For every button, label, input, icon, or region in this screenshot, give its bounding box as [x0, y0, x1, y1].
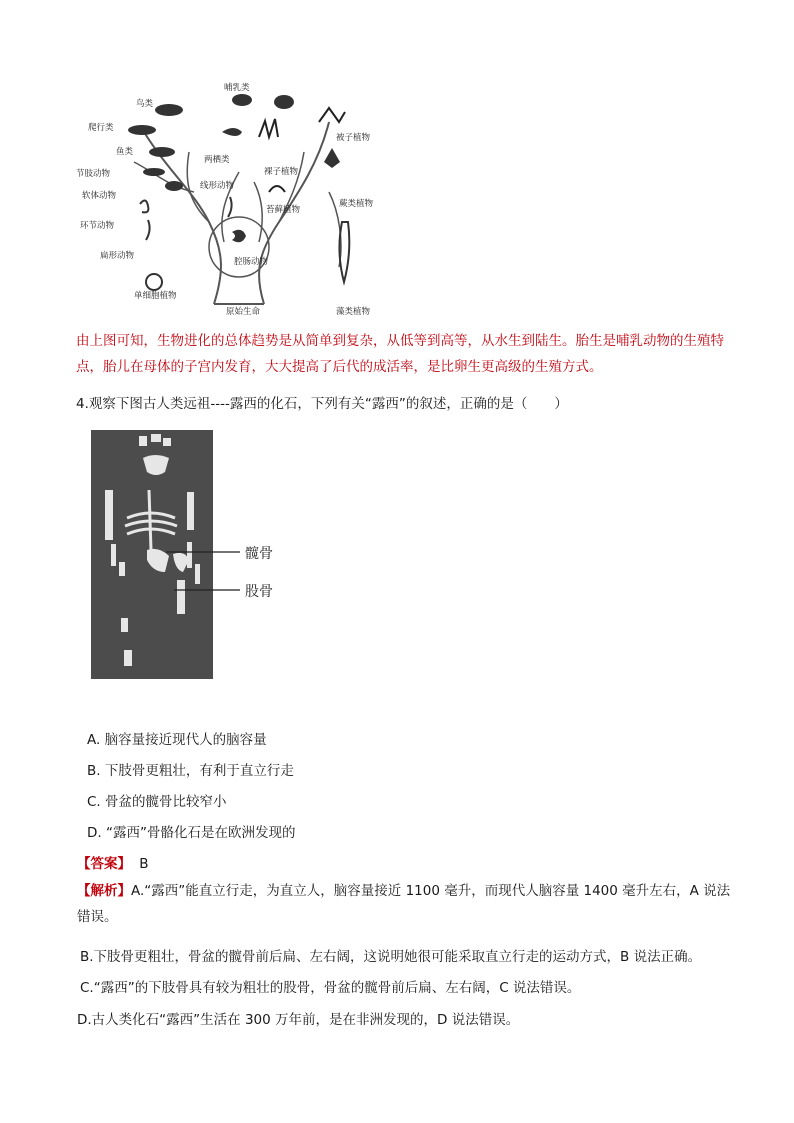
- option-b: B. 下肢骨更粗壮，有利于直立行走: [87, 763, 294, 779]
- callout-hip-bone: 髋骨: [245, 546, 273, 562]
- analysis-tag: 【解析】: [77, 883, 131, 899]
- tree-label-origin: 原始生命: [226, 307, 261, 317]
- answer-row: [77, 852, 149, 872]
- tree-label-amphibians: 两栖类: [204, 155, 230, 165]
- question-stem: 4.观察下图古人类远祖----露西的化石，下列有关“露西”的叙述，正确的是（ ）: [76, 396, 568, 412]
- tree-label-birds: 鸟类: [136, 99, 154, 109]
- analysis-text-a: A.“露西”能直立行走，为直立人，脑容量接近 1100 毫升，而现代人脑容量 1400 毫升左右，A 说法错误。: [77, 883, 731, 925]
- evolution-summary: 由上图可知，生物进化的总体趋势是从简单到复杂，从低等到高等，从水生到陆生。胎生是哺乳动物的生殖特点，胎儿在母体的子宫内发育，大大提高了后代的成活率，是比卵生更高级的生殖方式。: [76, 333, 724, 375]
- analysis-a: [77, 878, 737, 930]
- callout-femur: 股骨: [245, 584, 273, 600]
- tree-label-coelenterates: 腔肠动物: [234, 257, 269, 267]
- tree-label-molluscs: 软体动物: [82, 191, 117, 201]
- fossil-callout-lines: [160, 540, 300, 610]
- analysis-c: C.“露西”的下肢骨具有较为粗壮的股骨，骨盆的髋骨前后扁、左右阔，C 说法错误。: [80, 980, 581, 996]
- tree-label-nematodes: 线形动物: [200, 181, 235, 191]
- option-d: D. “露西”骨骼化石是在欧洲发现的: [87, 825, 296, 841]
- evolution-tree-figure: [74, 83, 414, 317]
- analysis-b: B.下肢骨更粗壮，骨盆的髋骨前后扁、左右阔，这说明她很可能采取直立行走的运动方式，B 说法正确。: [80, 949, 702, 965]
- answer-tag: 【答案】: [77, 856, 131, 872]
- tree-label-ferns: 蕨类植物: [339, 199, 374, 209]
- tree-label-flatworms: 扁形动物: [100, 251, 135, 261]
- answer-value: B: [139, 856, 149, 872]
- tree-label-angiosperms: 被子植物: [336, 133, 371, 143]
- tree-label-gymnosperms: 裸子植物: [264, 167, 299, 177]
- tree-label-algae: 藻类植物: [336, 307, 371, 317]
- tree-label-fish: 鱼类: [116, 147, 134, 157]
- option-c: C. 骨盆的髋骨比较窄小: [87, 794, 227, 810]
- analysis-d: D.古人类化石“露西”生活在 300 万年前，是在非洲发现的，D 说法错误。: [77, 1012, 520, 1028]
- tree-label-arthropods: 节肢动物: [76, 169, 111, 179]
- tree-label-mammals: 哺乳类: [224, 83, 250, 93]
- tree-label-mosses: 苔藓植物: [266, 205, 301, 215]
- option-a: A. 脑容量接近现代人的脑容量: [87, 732, 267, 748]
- tree-label-protozoa: 单细胞植物: [134, 291, 177, 301]
- tree-label-annelids: 环节动物: [80, 221, 115, 231]
- tree-label-reptiles: 爬行类: [88, 123, 114, 133]
